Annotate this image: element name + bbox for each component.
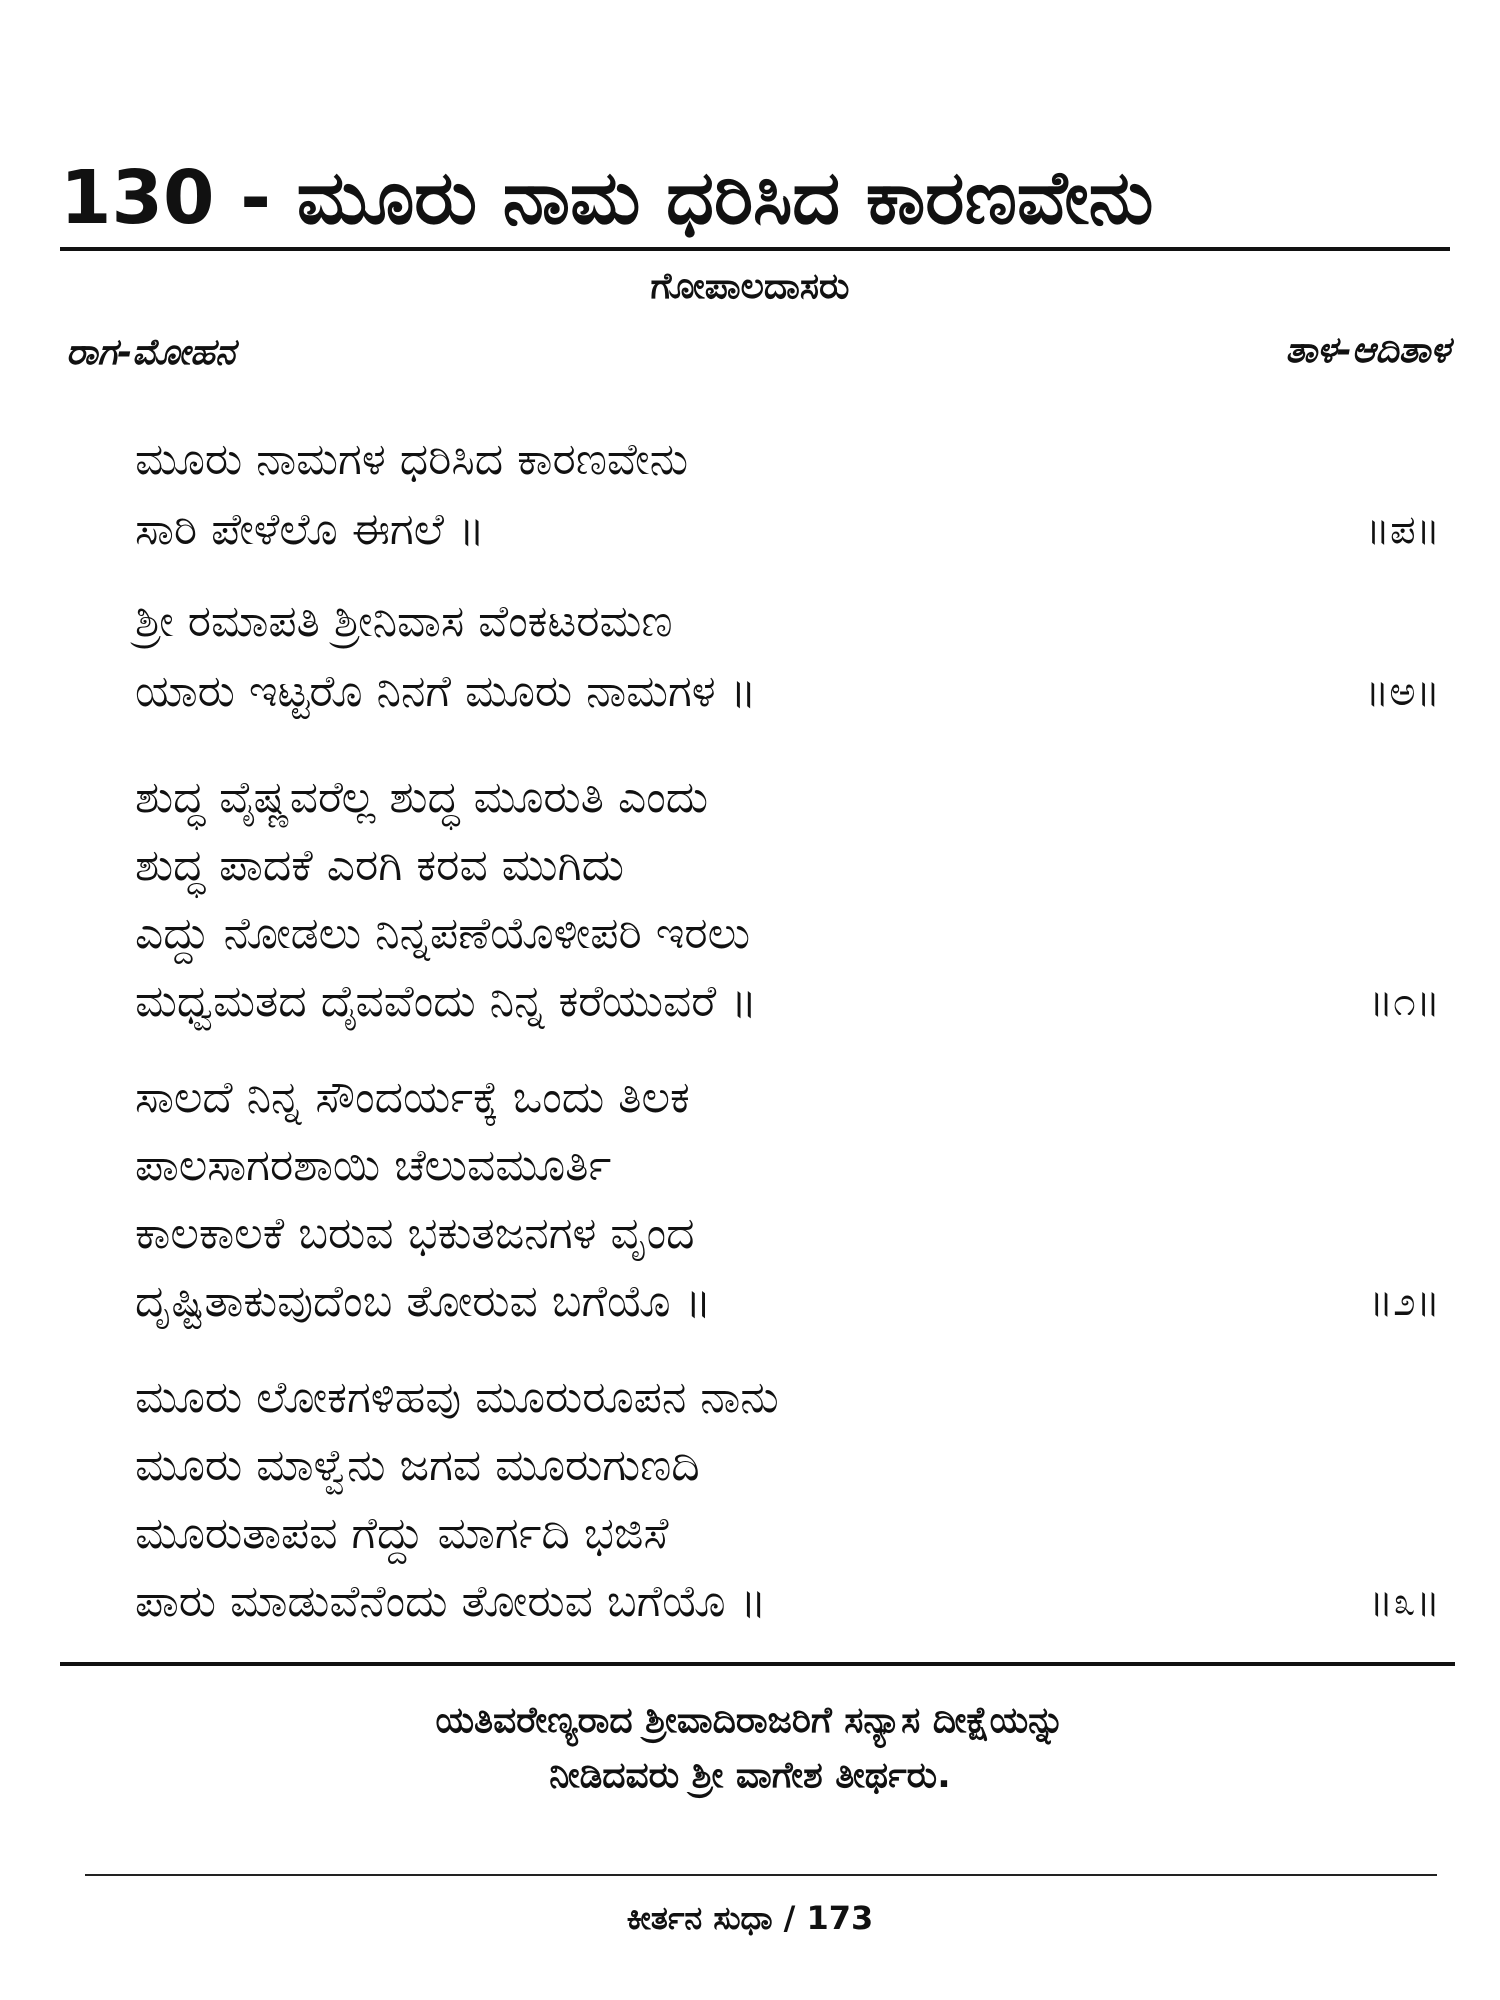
lyric-line: ಮೂರು ಲೋಕಗಳಿಹವು ಮೂರುರೂಪನ ನಾನು (135, 1372, 779, 1423)
lyric-line: ಸಾಲದೆ ನಿನ್ನ ಸೌಂದರ್ಯಕ್ಕೆ ಒಂದು ತಿಲಕ (135, 1072, 690, 1123)
song-title: 130 - ಮೂರು ನಾಮ ಧರಿಸಿದ ಕಾರಣವೇನು (60, 155, 1154, 241)
section-rule (60, 1662, 1455, 1666)
composer-name: ಗೋಪಾಲದಾಸರು (650, 266, 850, 307)
lyric-line: ಪಾಲಸಾಗರಶಾಯಿ ಚೆಲುವಮೂರ್ತಿ (135, 1140, 612, 1191)
lyric-line: ಮೂರು ಮಾಳ್ವೆನು ಜಗವ ಮೂರುಗುಣದಿ (135, 1440, 700, 1491)
stanza-marker-1: ॥೧॥ (1368, 979, 1440, 1025)
lyric-line: ಶುದ್ಧ ವೈಷ್ಣವರೆಲ್ಲ ಶುದ್ಧ ಮೂರುತಿ ಎಂದು (135, 772, 709, 823)
stanza-marker-3: ॥೩॥ (1368, 1579, 1440, 1625)
title-rule (60, 247, 1450, 251)
stanza-marker-pallavi: ॥ಪ॥ (1365, 507, 1440, 553)
lyric-line: ದೃಷ್ಟಿತಾಕುವುದೆಂಬ ತೋರುವ ಬಗೆಯೊ ॥ (135, 1276, 712, 1327)
lyric-line: ಮೂರುತಾಪವ ಗೆದ್ದು ಮಾರ್ಗದಿ ಭಜಿಸೆ (135, 1508, 669, 1559)
lyric-line: ಮೂರು ನಾಮಗಳ ಧರಿಸಿದ ಕಾರಣವೇನು (135, 434, 689, 485)
footer-rule (85, 1874, 1437, 1876)
stanza-marker-2: ॥೨॥ (1368, 1279, 1440, 1325)
footnote-line: ಯತಿವರೇಣ್ಯರಾದ ಶ್ರೀವಾದಿರಾಜರಿಗೆ ಸನ್ಯಾಸ ದೀಕ್ಷೆಯನ್ನು (435, 1700, 1065, 1741)
lyric-line: ಶುದ್ಧ ಪಾದಕೆ ಎರಗಿ ಕರವ ಮುಗಿದು (135, 840, 624, 891)
footnote-line: ನೀಡಿದವರು ಶ್ರೀ ವಾಗೇಶ ತೀರ್ಥರು. (549, 1755, 951, 1796)
lyric-line: ಮಧ್ವಮತದ ದೈವವೆಂದು ನಿನ್ನ ಕರೆಯುವರೆ ॥ (135, 976, 758, 1027)
lyric-line: ಎದ್ದು ನೋಡಲು ನಿನ್ನಪಣೆಯೊಳೀಪರಿ ಇರಲು (135, 908, 751, 959)
page-footer: ಕೀರ್ತನ ಸುಧಾ / 173 (626, 1899, 874, 1937)
lyric-line: ಕಾಲಕಾಲಕೆ ಬರುವ ಭಕುತಜನಗಳ ವೃಂದ (135, 1208, 695, 1259)
lyric-line: ಪಾರು ಮಾಡುವೆನೆಂದು ತೋರುವ ಬಗೆಯೊ ॥ (135, 1576, 767, 1627)
tala-label: ತಾಳ-ಆದಿತಾಳ (1285, 330, 1450, 371)
lyric-line: ಸಾರಿ ಪೇಳೆಲೊ ಈಗಲೆ ॥ (135, 504, 485, 555)
lyric-line: ಶ್ರೀ ರಮಾಪತಿ ಶ್ರೀನಿವಾಸ ವೆಂಕಟರಮಣ (135, 596, 673, 647)
stanza-marker-anupallavi: ॥ಅ॥ (1364, 669, 1440, 715)
lyric-line: ಯಾರು ಇಟ್ಟರೊ ನಿನಗೆ ಮೂರು ನಾಮಗಳ ॥ (135, 666, 757, 717)
raga-label: ರಾಗ-ಮೋಹನ (66, 332, 236, 373)
